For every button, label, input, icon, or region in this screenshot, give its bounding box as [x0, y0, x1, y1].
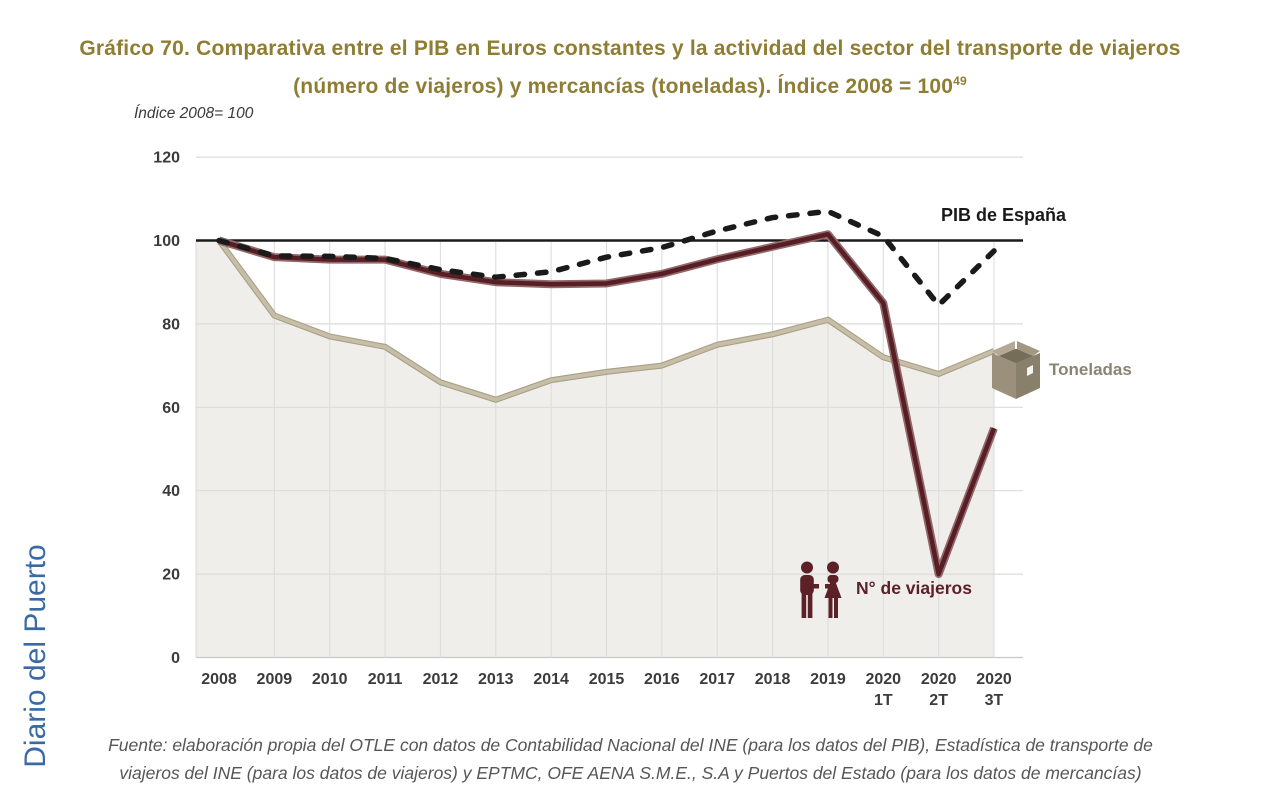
series-label-pib: PIB de España — [941, 205, 1067, 225]
x-tick-label: 2020 — [865, 671, 902, 688]
series-label-viajeros: N° de viajeros — [856, 578, 972, 598]
y-tick-label: 120 — [153, 149, 180, 167]
x-tick-label: 2016 — [644, 671, 680, 688]
watermark-diario-del-puerto: Diario del Puerto — [19, 544, 52, 768]
y-tick-label: 40 — [162, 483, 180, 501]
x-tick-label: 2010 — [311, 671, 348, 688]
y-tick-label: 100 — [153, 233, 180, 250]
x-tick-label: 2009 — [256, 671, 293, 688]
y-axis-note: Índice 2008= 100 — [134, 105, 254, 122]
x-tick-label: 2012 — [422, 671, 459, 688]
y-tick-label: 20 — [162, 566, 180, 584]
x-tick-label: 2020 — [920, 671, 957, 688]
series-label-toneladas: Toneladas — [1049, 360, 1132, 379]
x-tick-label: 2018 — [754, 671, 791, 688]
source-note — [50, 731, 1211, 787]
chart-title-line2-text: (número de viajeros) y mercancías (toneladas). Índice 2008 = 100 — [293, 75, 954, 98]
x-tick-label: 2014 — [533, 671, 569, 688]
x-tick-label: 2017 — [699, 671, 736, 688]
x-tick-label: 2020 — [976, 671, 1012, 688]
x-tick-sublabel: 1T — [873, 692, 893, 709]
y-tick-label: 60 — [162, 399, 180, 417]
chart-title-line1: Gráfico 70. Comparativa entre el PIB en Euros constantes y la actividad del sector del transporte de viajeros — [79, 37, 1181, 60]
footnote-marker: 49 — [953, 74, 967, 88]
x-tick-label: 2019 — [810, 671, 846, 688]
source-note-line1: Fuente: elaboración propia del OTLE con datos de Contabilidad Nacional del INE (para los datos del PIB), Estadística de transporte de — [108, 735, 1153, 755]
passengers-icon — [797, 560, 847, 621]
x-tick-sublabel: 3T — [984, 692, 1004, 709]
x-tick-label: 2013 — [477, 671, 514, 688]
x-tick-sublabel: 2T — [929, 692, 948, 709]
x-tick-label: 2015 — [588, 671, 625, 688]
x-tick-label: 2011 — [367, 671, 403, 688]
source-note-line2: viajeros del INE (para los datos de viajeros) y EPTMC, OFE AENA S.M.E., S.A y Puertos del Estado (para los datos de mercancías) — [119, 763, 1142, 783]
x-tick-label: 2008 — [201, 671, 237, 688]
freight-box-icon — [990, 339, 1042, 401]
y-tick-label: 80 — [162, 316, 180, 334]
y-tick-label: 0 — [171, 650, 180, 667]
